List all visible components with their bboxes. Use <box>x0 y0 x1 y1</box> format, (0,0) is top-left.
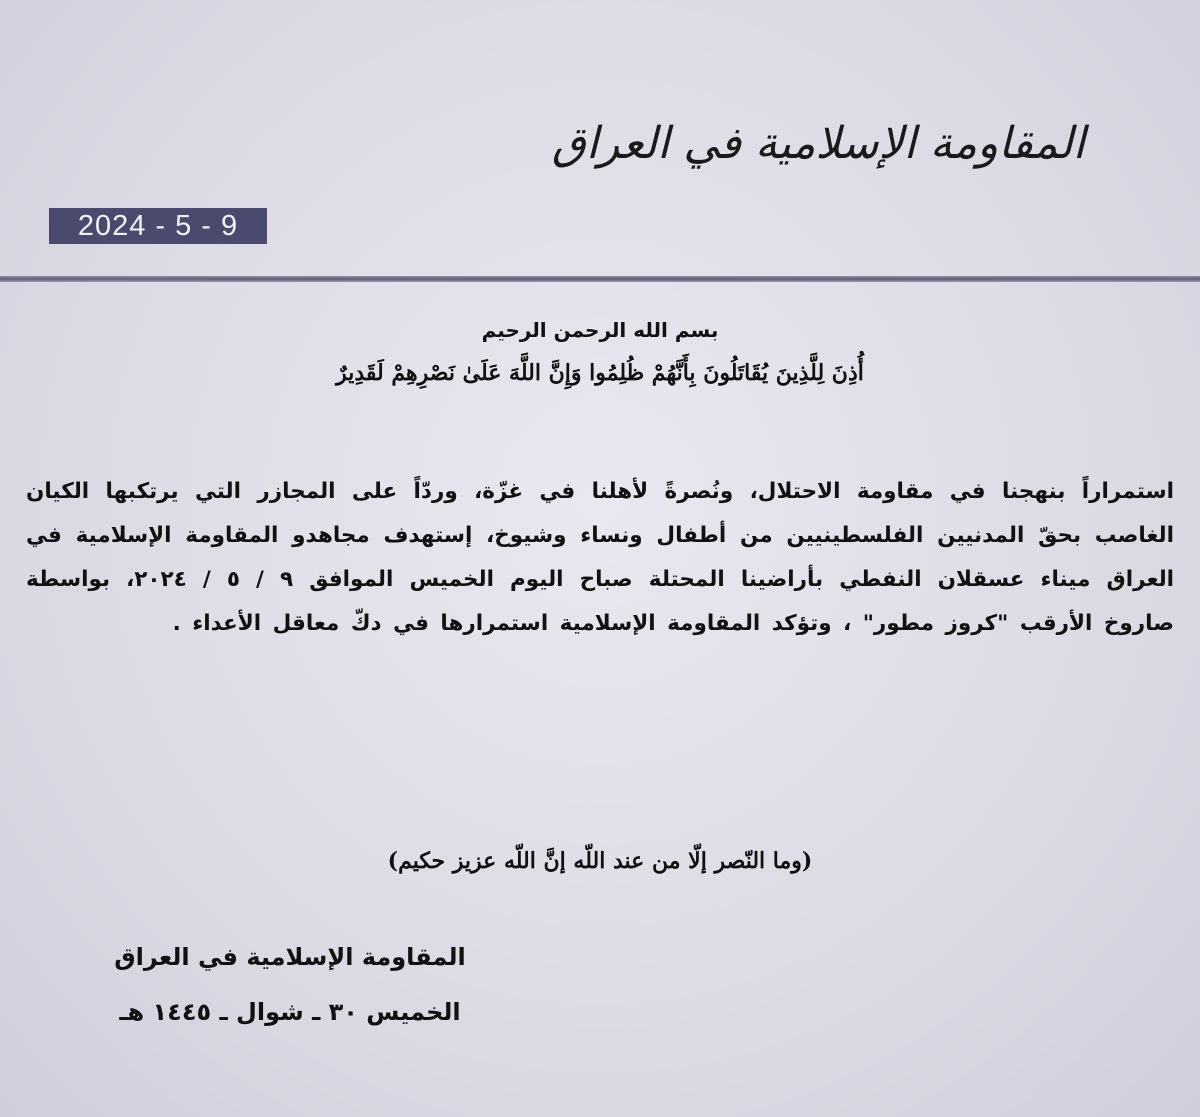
signature-organization: المقاومة الإسلامية في العراق <box>114 943 466 971</box>
organization-logo-title: المقاومة الإسلامية في العراق <box>551 118 1085 169</box>
statement-body: استمراراً بنهجنا في مقاومة الاحتلال، ونُصرةً لأهلنا في غزّة، وردّاً على المجازر التي يرتكبها الكيان الغاصب بحقّ المدنيين الفلسطينيين من أطفال ونساء وشيوخ، إستهدف مجاهدو المقاومة الإسلامية في العراق ميناء عسقلان النفطي بأراضينا المحتلة صباح اليوم الخميس الموافق ٩ / ٥ / ٢٠٢٤، بواسطة صاروخ الأرقب "كروز مطور" ، وتؤكد المقاومة الإسلامية استمرارها في دكّ معاقل الأعداء . <box>26 479 1175 636</box>
basmala: بسم الله الرحمن الرحيم <box>481 318 719 342</box>
signature-hijri-date: الخميس ٣٠ ـ شوال ـ ١٤٤٥ هـ <box>119 998 461 1026</box>
opening-verse: أُذِنَ لِلَّذِينَ يُقَاتَلُونَ بِأَنَّهُمْ ظُلِمُوا وَإِنَّ اللَّهَ عَلَىٰ نَصْرِهِمْ لَقَدِيرٌ <box>336 360 864 386</box>
closing-verse: (وما النّصر إلّا من عند اللّه إنَّ اللّه عزيز حكيم) <box>387 848 813 874</box>
header-divider <box>0 276 1200 282</box>
date-badge: 2024 - 5 - 9 <box>49 208 267 244</box>
